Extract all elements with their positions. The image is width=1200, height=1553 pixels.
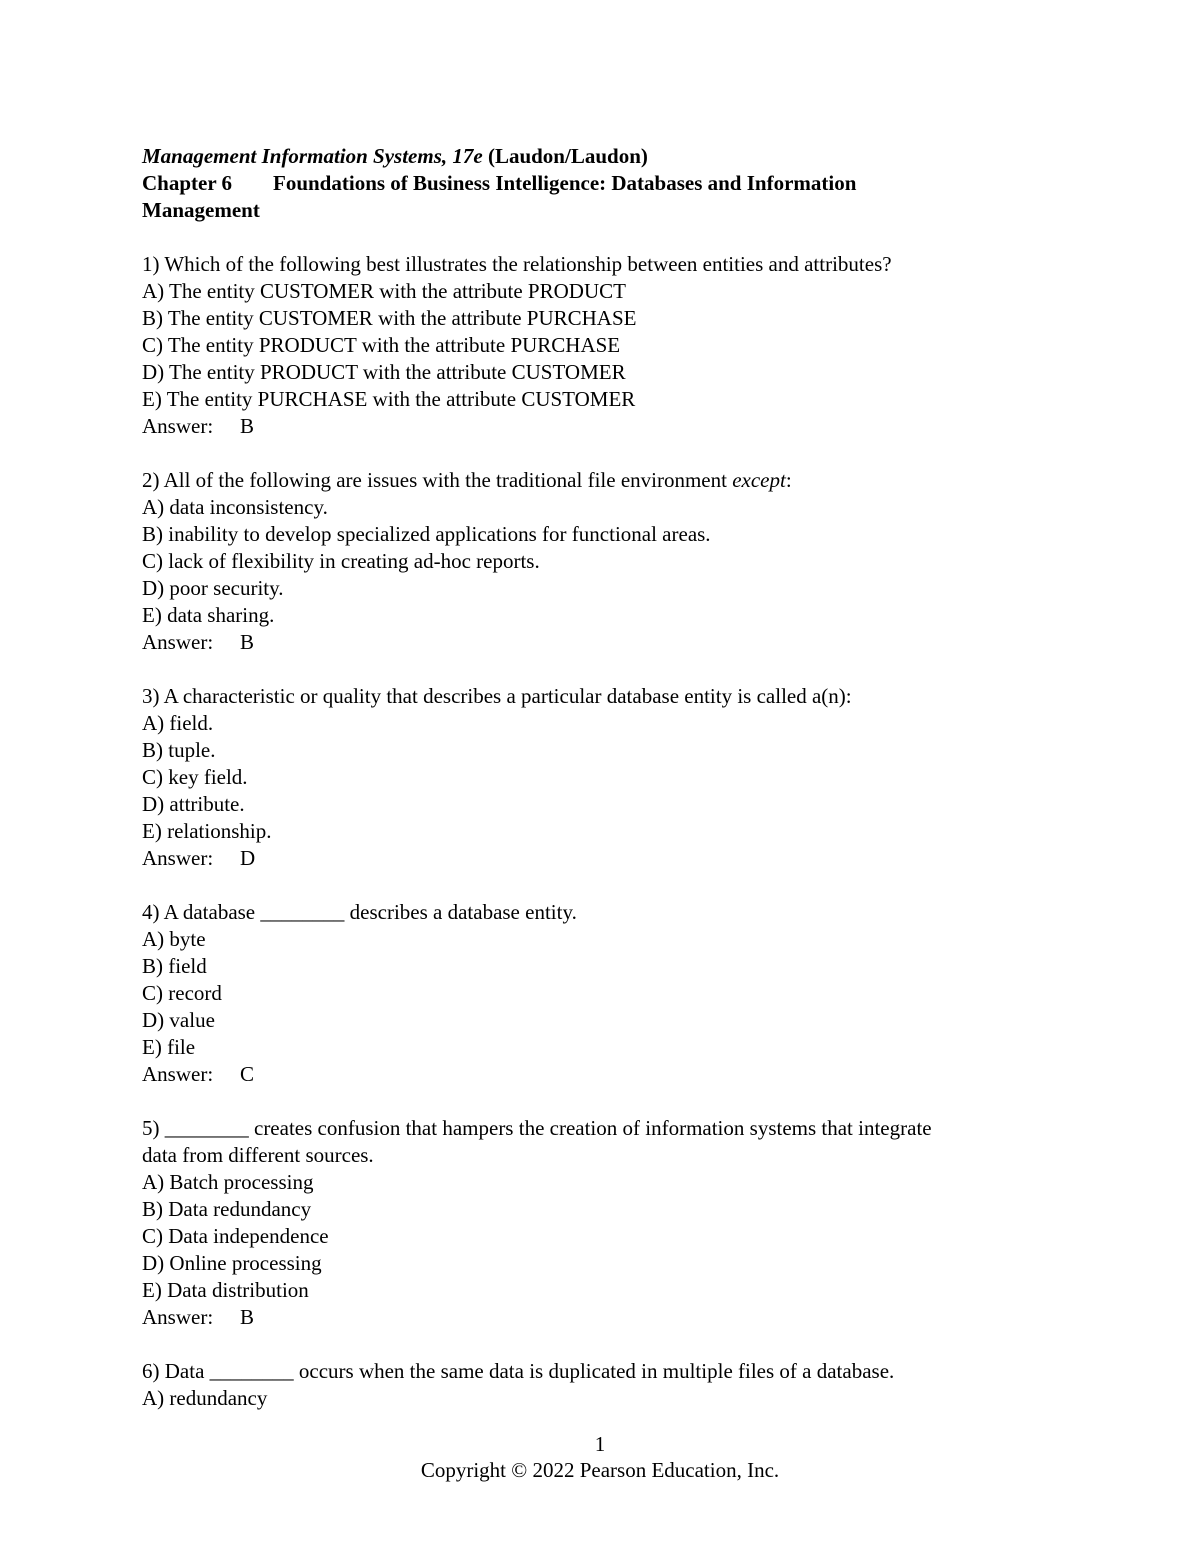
question-1 <box>142 251 1062 440</box>
option-b: B) Data redundancy <box>142 1197 312 1221</box>
answer-label: Answer: <box>142 414 214 438</box>
question-stem: 6) Data ________ occurs when the same data is duplicated in multiple files of a database. <box>142 1359 895 1383</box>
option-c: C) The entity PRODUCT with the attribute PURCHASE <box>142 333 621 357</box>
spacer <box>142 656 1062 683</box>
question-stem <box>142 467 1062 494</box>
question-stem-emphasis: except <box>732 468 786 492</box>
option-d: D) Online processing <box>142 1251 322 1275</box>
option-b: B) The entity CUSTOMER with the attribute PURCHASE <box>142 306 637 330</box>
option-d: D) The entity PRODUCT with the attribute CUSTOMER <box>142 360 626 384</box>
answer-value: B <box>240 1305 255 1329</box>
answer-value: D <box>240 846 256 870</box>
option-e: E) relationship. <box>142 819 272 843</box>
option-e: E) data sharing. <box>142 603 275 627</box>
answer-label: Answer: <box>142 1305 214 1329</box>
question-3 <box>142 683 1062 872</box>
option-d: D) attribute. <box>142 792 245 816</box>
book-authors: (Laudon/Laudon) <box>487 144 648 168</box>
chapter-label: Chapter 6 <box>142 171 233 195</box>
option-a: A) field. <box>142 711 214 735</box>
question-4 <box>142 899 1062 1088</box>
answer-label: Answer: <box>142 630 214 654</box>
option-d: D) value <box>142 1008 215 1032</box>
answer-label: Answer: <box>142 846 214 870</box>
question-stem-continued: data from different sources. <box>142 1143 374 1167</box>
book-title: Management Information Systems, 17e <box>142 144 483 168</box>
spacer <box>142 1331 1062 1358</box>
spacer <box>142 224 1062 251</box>
question-stem: 5) ________ creates confusion that hampers the creation of information systems that integrate <box>142 1116 932 1140</box>
chapter-title-line2: Management <box>142 198 260 222</box>
question-stem-end: : <box>785 468 792 492</box>
answer-value: C <box>240 1062 255 1086</box>
answer-label: Answer: <box>142 1062 214 1086</box>
page-number: 1 <box>594 1432 606 1456</box>
spacer <box>142 1088 1062 1115</box>
answer-line <box>142 845 1062 872</box>
spacer <box>142 440 1062 467</box>
answer-value: B <box>240 414 255 438</box>
question-5 <box>142 1115 1062 1331</box>
copyright-notice: Copyright © 2022 Pearson Education, Inc. <box>420 1458 780 1482</box>
chapter-heading <box>142 170 1062 197</box>
option-b: B) inability to develop specialized applications for functional areas. <box>142 522 711 546</box>
option-b: B) tuple. <box>142 738 216 762</box>
question-6 <box>142 1358 1062 1412</box>
option-a: A) data inconsistency. <box>142 495 328 519</box>
answer-line <box>142 1061 1062 1088</box>
option-e: E) file <box>142 1035 196 1059</box>
option-a: A) redundancy <box>142 1386 268 1410</box>
option-c: C) record <box>142 981 222 1005</box>
option-a: A) Batch processing <box>142 1170 314 1194</box>
question-2 <box>142 467 1062 656</box>
option-b: B) field <box>142 954 207 978</box>
option-d: D) poor security. <box>142 576 284 600</box>
option-c: C) Data independence <box>142 1224 329 1248</box>
option-e: E) The entity PURCHASE with the attribute CUSTOMER <box>142 387 636 411</box>
option-e: E) Data distribution <box>142 1278 309 1302</box>
answer-value: B <box>240 630 255 654</box>
question-stem: 1) Which of the following best illustrates the relationship between entities and attributes? <box>142 252 892 276</box>
book-title-line <box>142 143 1062 170</box>
option-a: A) The entity CUSTOMER with the attribute PRODUCT <box>142 279 626 303</box>
option-c: C) lack of flexibility in creating ad-hoc reports. <box>142 549 540 573</box>
answer-line <box>142 1304 1062 1331</box>
spacer <box>142 872 1062 899</box>
answer-line <box>142 413 1062 440</box>
option-c: C) key field. <box>142 765 248 789</box>
page-content <box>142 143 1062 1412</box>
question-stem: 4) A database ________ describes a database entity. <box>142 900 577 924</box>
chapter-title-line1: Foundations of Business Intelligence: Databases and Information <box>273 171 857 195</box>
option-a: A) byte <box>142 927 206 951</box>
question-stem: 3) A characteristic or quality that describes a particular database entity is called a(n): <box>142 684 852 708</box>
answer-line <box>142 629 1062 656</box>
question-stem-text: 2) All of the following are issues with the traditional file environment <box>142 468 733 492</box>
